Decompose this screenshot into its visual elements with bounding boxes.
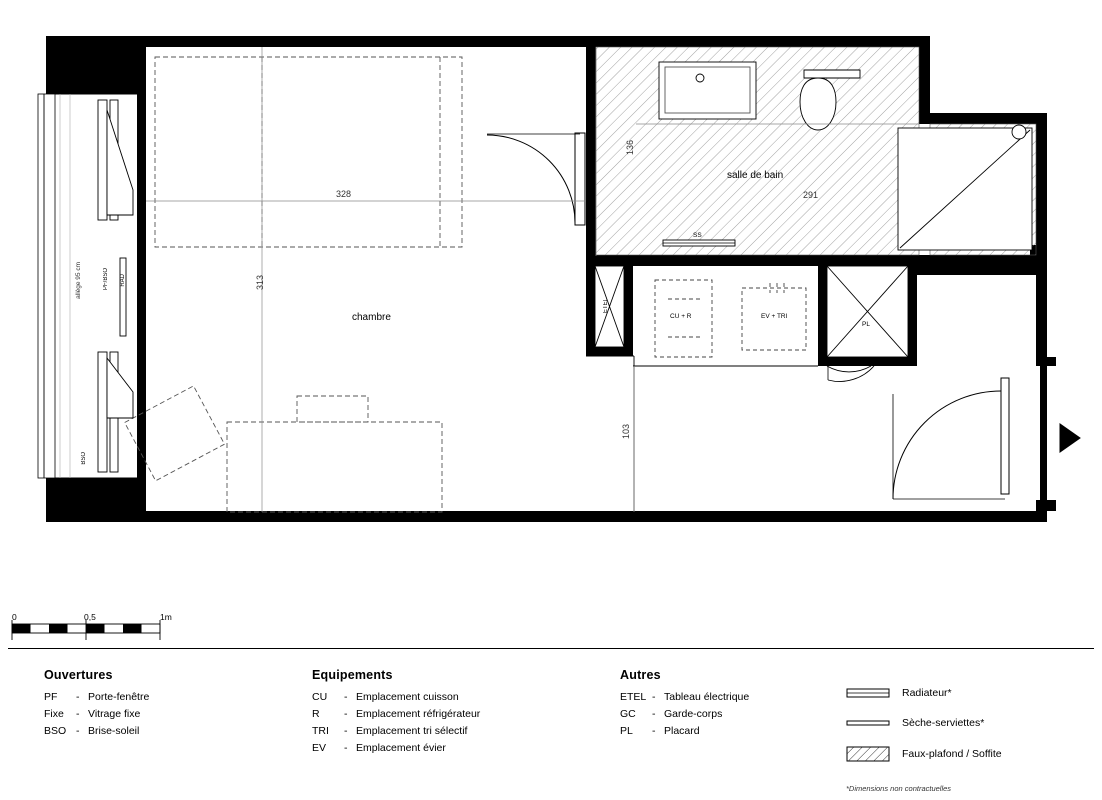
legend-text: Emplacement cuisson: [356, 691, 459, 703]
legend-text: Tableau électrique: [664, 691, 750, 703]
legend-dash: -: [344, 742, 348, 754]
legend-dash: -: [344, 725, 348, 737]
room-label-chambre-text: chambre: [352, 312, 391, 323]
legend-title-ouvertures: Ouvertures: [44, 668, 113, 682]
legend-text: Porte-fenêtre: [88, 691, 150, 703]
legend-item: [620, 691, 749, 703]
tag-cu-r: CU + R: [670, 313, 692, 320]
legend-text: Emplacement réfrigérateur: [356, 708, 481, 720]
tag-ev-tri: EV + TRI: [761, 313, 788, 320]
legend-code: PL: [620, 725, 633, 737]
legend-dash: -: [652, 691, 656, 703]
legend-item: [312, 708, 480, 720]
legend-dash: -: [76, 691, 80, 703]
legend-code: Fixe: [44, 708, 64, 720]
bathroom-door: [487, 133, 585, 225]
dimension-allege: allège 95 cm: [75, 262, 82, 299]
legend-footnote: *Dimensions non contractuelles: [846, 784, 952, 793]
legend-column-symbols: [846, 686, 1002, 778]
legend-text: Sèche-serviettes*: [902, 717, 985, 729]
room-label-salle-de-bain-text: salle de bain: [727, 170, 784, 181]
room-label-salle-de-bain: [727, 170, 783, 181]
legend-item: [620, 708, 749, 720]
legend-item: [312, 725, 480, 737]
tag-etel: ETEL: [603, 298, 609, 314]
legend-text: Garde-corps: [664, 708, 723, 720]
legend-text: Emplacement tri sélectif: [356, 725, 468, 737]
legend-text: Vitrage fixe: [88, 708, 141, 720]
legend-text: Faux-plafond / Soffite: [902, 748, 1002, 760]
legend-column-ouvertures: [44, 668, 149, 742]
facade-windows: [38, 94, 133, 478]
legend-symbol-row: [846, 716, 1002, 730]
legend-code: BSO: [44, 725, 67, 737]
legend-item: [312, 691, 480, 703]
legend-code: ETEL: [620, 691, 647, 703]
tag-pl: PL: [862, 321, 870, 328]
radiator-icon: [846, 686, 890, 700]
legend-code: R: [312, 708, 320, 720]
dimension-136: 136: [625, 140, 635, 156]
legend-dash: -: [76, 708, 80, 720]
legend-text: Emplacement évier: [356, 742, 446, 754]
legend-code: EV: [312, 742, 327, 754]
legend-text: Brise-soleil: [88, 725, 140, 737]
legend-item: [44, 708, 149, 720]
legend-code: GC: [620, 708, 636, 720]
legend-symbol-row: [846, 746, 1002, 762]
legend-symbol-row: [846, 686, 1002, 700]
legend-item: [44, 725, 149, 737]
legend-dash: -: [652, 725, 656, 737]
legend-divider: [8, 648, 1094, 649]
legend: [0, 648, 1102, 800]
legend-item: [44, 691, 149, 703]
legend-code: TRI: [312, 725, 329, 737]
dimension-313: 313: [255, 275, 265, 291]
tag-bso: BSO: [81, 452, 87, 465]
legend-code: CU: [312, 691, 328, 703]
legend-column-autres: [620, 668, 749, 742]
dimension-103: 103: [621, 424, 631, 440]
legend-item: [312, 742, 480, 754]
towel-dryer-icon: [846, 716, 890, 730]
legend-dash: -: [652, 708, 656, 720]
etel-niche: [595, 266, 624, 347]
scale-bar-labels: [0, 612, 200, 632]
scale-label-end: 1m: [160, 612, 172, 622]
legend-code: PF: [44, 691, 58, 703]
legend-title-autres: Autres: [620, 668, 661, 682]
dimension-328: 328: [336, 189, 352, 199]
legend-text: Radiateur*: [902, 687, 952, 699]
legend-column-equipements: [312, 668, 480, 759]
scale-label-half: 0,5: [84, 612, 96, 622]
tag-pf-bso: PF/BSO: [103, 268, 109, 291]
entrance-door: [893, 378, 1080, 499]
tag-rad: RAD: [120, 274, 126, 287]
soffite-hatch-icon: [846, 746, 890, 762]
legend-item: [620, 725, 749, 737]
legend-dash: -: [344, 691, 348, 703]
tag-ss: SS: [693, 232, 702, 239]
legend-dash: -: [344, 708, 348, 720]
bedroom-furniture: [125, 57, 462, 512]
legend-dash: -: [76, 725, 80, 737]
dimension-291: 291: [803, 190, 819, 200]
scale-label-0: 0: [12, 612, 17, 622]
legend-title-equipements: Equipements: [312, 668, 393, 682]
room-label-chambre: [352, 312, 391, 323]
legend-text: Placard: [664, 725, 700, 737]
